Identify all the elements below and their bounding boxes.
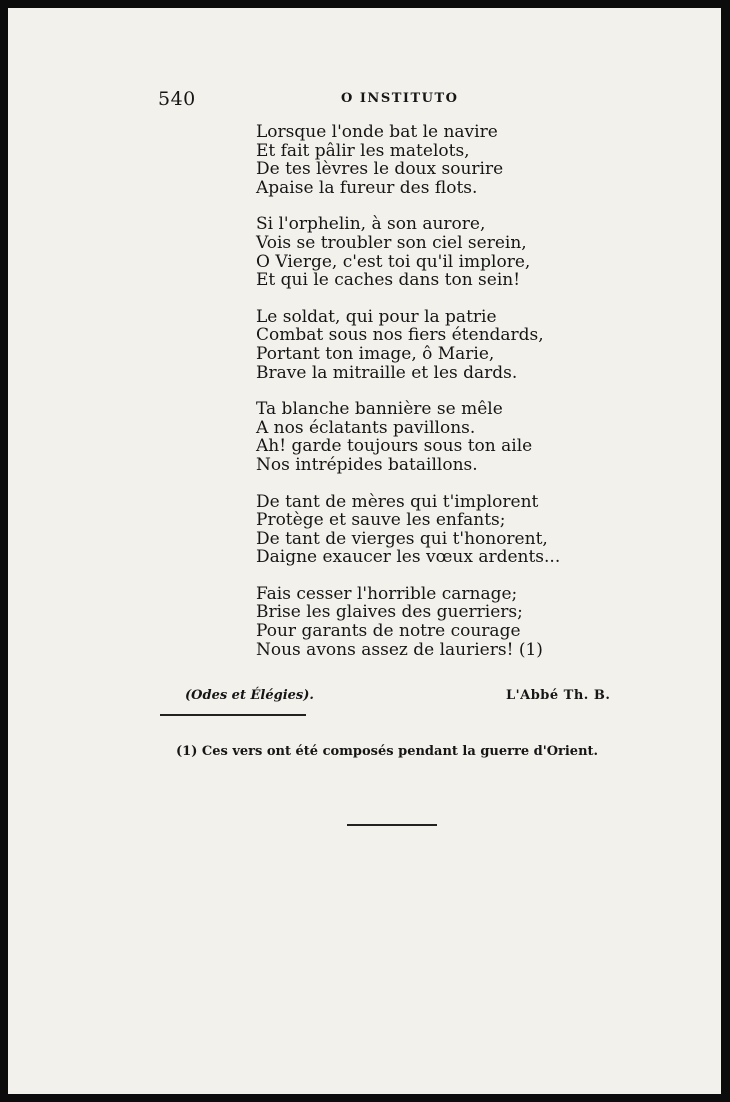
footnote: (1) Ces vers ont été composés pendant la guerre d'Orient. bbox=[176, 744, 599, 759]
stanza bbox=[256, 585, 560, 659]
stanza bbox=[256, 493, 560, 567]
source-citation: (Odes et Élégies). bbox=[185, 688, 314, 703]
running-title: O INSTITUTO bbox=[341, 91, 459, 106]
stanza bbox=[256, 400, 560, 474]
stanza bbox=[256, 215, 560, 289]
poem-line: Lorsque l'onde bat le navire bbox=[256, 122, 498, 142]
poem-line: Si l'orphelin, à son aurore, bbox=[256, 214, 486, 235]
poem-line: Nous avons assez de lauriers! (1) bbox=[256, 639, 543, 660]
poem-line: O Vierge, c'est toi qu'il implore, bbox=[256, 251, 531, 272]
page-number: 540 bbox=[158, 88, 196, 110]
poem-line: Et fait pâlir les matelots, bbox=[256, 140, 470, 161]
poem-line: Pour garants de notre courage bbox=[256, 621, 521, 642]
poem-line: Daigne exaucer les vœux ardents... bbox=[256, 547, 561, 568]
poem-line: Nos intrépides bataillons. bbox=[256, 454, 478, 475]
poem-line: Ah! garde toujours sous ton aile bbox=[256, 436, 533, 457]
section-end-rule bbox=[347, 824, 437, 826]
poem-line: Ta blanche bannière se mêle bbox=[256, 399, 503, 420]
poem-line: De tant de mères qui t'implorent bbox=[256, 491, 539, 512]
poem-line: Brave la mitraille et les dards. bbox=[256, 362, 518, 383]
poem-line: Protège et sauve les enfants; bbox=[256, 510, 506, 531]
stanza bbox=[256, 123, 560, 197]
stanza bbox=[256, 308, 560, 382]
poem-line: Combat sous nos fiers étendards, bbox=[256, 325, 544, 346]
poem-line: Brise les glaives des guerriers; bbox=[256, 602, 523, 623]
poem-line: De tes lèvres le doux sourire bbox=[256, 159, 504, 180]
poem-line: Vois se troubler son ciel serein, bbox=[256, 232, 527, 253]
poem-line: Portant ton image, ô Marie, bbox=[256, 343, 495, 364]
poem bbox=[256, 123, 560, 677]
poem-line: Fais cesser l'horrible carnage; bbox=[256, 583, 518, 604]
footnote-divider bbox=[160, 714, 306, 716]
book-page bbox=[8, 8, 721, 1094]
author-signature: L'Abbé Th. B. bbox=[506, 688, 611, 703]
poem-line: De tant de vierges qui t'honorent, bbox=[256, 528, 548, 549]
poem-line: Et qui le caches dans ton sein! bbox=[256, 270, 521, 291]
poem-line: Apaise la fureur des flots. bbox=[256, 177, 478, 198]
poem-line: Le soldat, qui pour la patrie bbox=[256, 306, 497, 327]
poem-line: A nos éclatants pavillons. bbox=[256, 417, 476, 438]
